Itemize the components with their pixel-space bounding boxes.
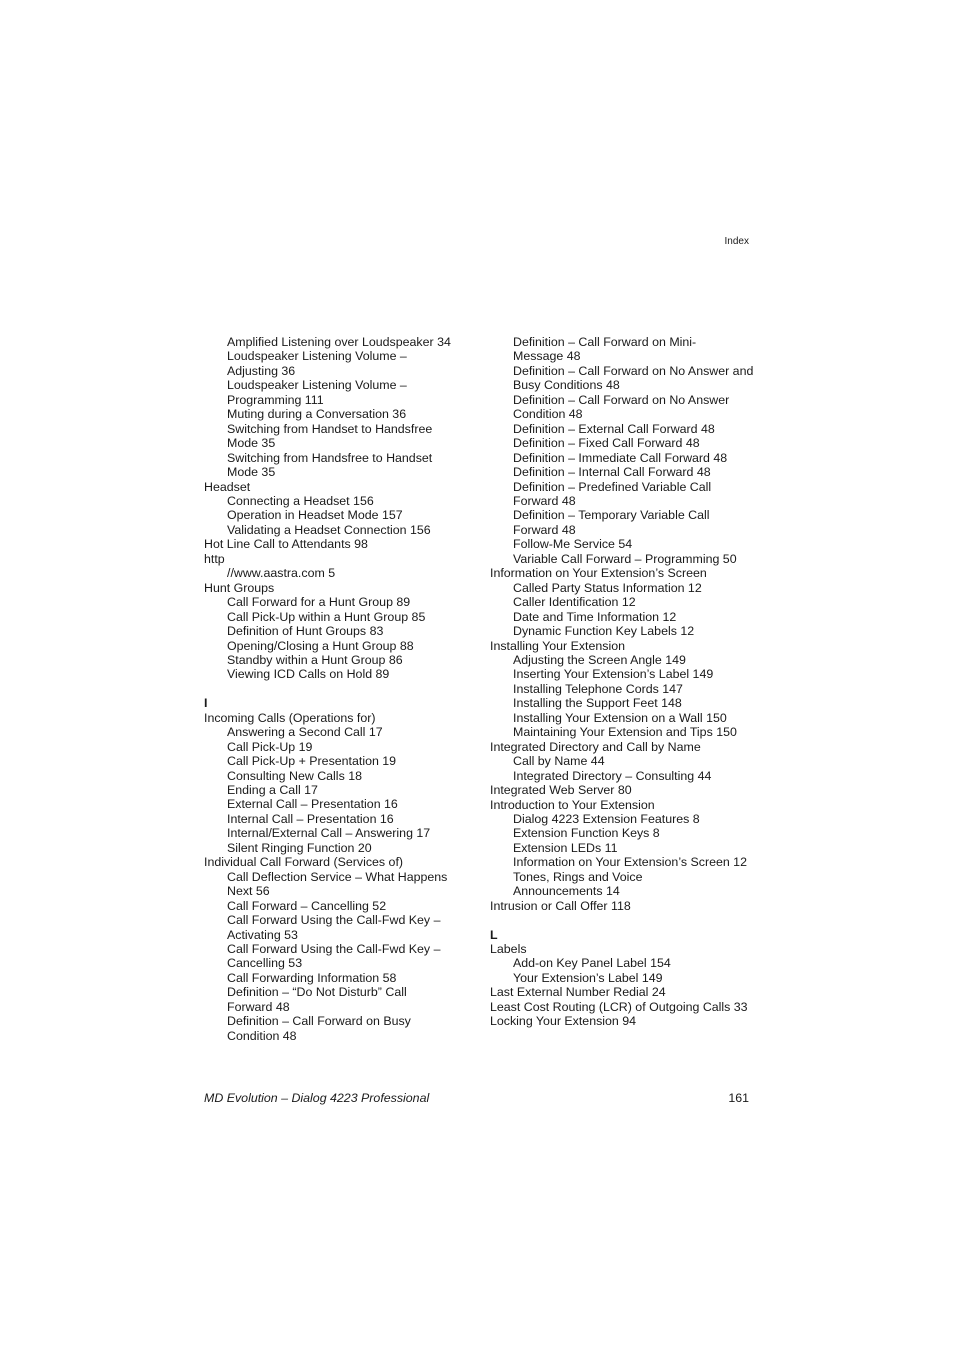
index-subentry: Cancelling 53	[227, 956, 303, 971]
index-subentry: Adjusting the Screen Angle 149	[513, 652, 686, 667]
index-subentry: Programming 111	[227, 392, 324, 407]
index-entry: Individual Call Forward (Services of)	[204, 855, 404, 870]
index-entry: Labels	[490, 942, 527, 957]
index-subentry: Announcements 14	[513, 884, 620, 899]
index-entry: Last External Number Redial 24	[490, 985, 666, 1000]
index-subentry: Muting during a Conversation 36	[227, 407, 407, 422]
index-letter-heading: L	[490, 927, 498, 942]
index-subentry: Integrated Directory – Consulting 44	[513, 768, 712, 783]
index-subentry: Definition – Internal Call Forward 48	[513, 465, 711, 480]
index-subentry: Forward 48	[513, 493, 576, 508]
index-entry: Hunt Groups	[204, 580, 275, 595]
index-subentry: Inserting Your Extension’s Label 149	[513, 667, 714, 682]
index-column-left	[204, 335, 474, 1043]
index-subentry: Add-on Key Panel Label 154	[513, 956, 671, 971]
index-subentry: Definition – Fixed Call Forward 48	[513, 436, 700, 451]
index-subentry: Variable Call Forward – Programming 50	[513, 551, 737, 566]
index-subentry: Operation in Headset Mode 157	[227, 508, 403, 523]
index-subentry: Definition – External Call Forward 48	[513, 421, 715, 436]
index-subentry: Dynamic Function Key Labels 12	[513, 624, 695, 639]
index-subentry: Loudspeaker Listening Volume –	[227, 378, 407, 393]
index-subentry: Installing the Support Feet 148	[513, 696, 682, 711]
index-subentry: Loudspeaker Listening Volume –	[227, 349, 407, 364]
index-entry: Integrated Web Server 80	[490, 783, 632, 798]
index-subentry: Call Forward for a Hunt Group 89	[227, 595, 411, 610]
index-column-right	[490, 335, 760, 1029]
index-subentry: Information on Your Extension’s Screen 12	[513, 855, 747, 870]
index-entry: Hot Line Call to Attendants 98	[204, 537, 368, 552]
index-subentry: Tones, Rings and Voice	[513, 869, 643, 884]
index-subentry: Switching from Handset to Handsfree	[227, 421, 433, 436]
index-subentry: Call by Name 44	[513, 754, 605, 769]
index-subentry: Date and Time Information 12	[513, 609, 677, 624]
index-subentry: //www.aastra.com 5	[227, 566, 336, 581]
index-subentry: Dialog 4223 Extension Features 8	[513, 811, 700, 826]
index-letter-heading: I	[204, 696, 208, 711]
index-subentry: Condition 48	[227, 1028, 297, 1043]
index-subentry: Viewing ICD Calls on Hold 89	[227, 667, 390, 682]
index-subentry: Definition – Immediate Call Forward 48	[513, 450, 728, 465]
running-head: Index	[724, 236, 749, 247]
index-subentry: Extension Function Keys 8	[513, 826, 660, 841]
index-subentry: Installing Your Extension on a Wall 150	[513, 710, 727, 725]
index-subentry: Condition 48	[513, 407, 583, 422]
index-subentry: Definition – “Do Not Disturb” Call	[227, 985, 407, 1000]
index-entry: Intrusion or Call Offer 118	[490, 898, 631, 913]
index-subentry: Definition – Call Forward on No Answer and	[513, 363, 754, 378]
index-subentry: Forward 48	[227, 999, 290, 1014]
index-subentry: Adjusting 36	[227, 363, 296, 378]
index-subentry: Definition of Hunt Groups 83	[227, 624, 384, 639]
index-subentry: Mode 35	[227, 465, 276, 480]
index-subentry: Call Pick-Up + Presentation 19	[227, 754, 397, 769]
index-entry: http	[204, 551, 225, 566]
index-subentry: Caller Identification 12	[513, 595, 636, 610]
index-entry: Least Cost Routing (LCR) of Outgoing Calls 33	[490, 999, 748, 1014]
index-entry: Introduction to Your Extension	[490, 797, 655, 812]
index-subentry: Ending a Call 17	[227, 783, 318, 798]
index-entry: Incoming Calls (Operations for)	[204, 710, 376, 725]
index-entry: Integrated Directory and Call by Name	[490, 739, 701, 754]
index-subentry: Call Pick-Up 19	[227, 739, 313, 754]
index-subentry: Forward 48	[513, 522, 576, 537]
index-subentry: Extension LEDs 11	[513, 840, 618, 855]
index-subentry: Busy Conditions 48	[513, 378, 620, 393]
index-subentry: Definition – Temporary Variable Call	[513, 508, 710, 523]
index-subentry: Next 56	[227, 884, 270, 899]
index-subentry: Standby within a Hunt Group 86	[227, 652, 403, 667]
index-subentry: Opening/Closing a Hunt Group 88	[227, 638, 414, 653]
index-subentry: Consulting New Calls 18	[227, 768, 362, 783]
index-subentry: Definition – Call Forward on Busy	[227, 1014, 411, 1029]
index-subentry: Activating 53	[227, 927, 298, 942]
index-entry: Headset	[204, 479, 251, 494]
index-subentry: Call Forward Using the Call-Fwd Key –	[227, 942, 441, 957]
index-subentry: Mode 35	[227, 436, 276, 451]
index-subentry: Call Forward – Cancelling 52	[227, 898, 387, 913]
index-entry: Information on Your Extension’s Screen	[490, 566, 707, 581]
index-subentry: Switching from Handsfree to Handset	[227, 450, 433, 465]
index-subentry: Call Deflection Service – What Happens	[227, 869, 448, 884]
index-subentry: Connecting a Headset 156	[227, 493, 374, 508]
index-subentry: Installing Telephone Cords 147	[513, 681, 683, 696]
index-subentry: Follow-Me Service 54	[513, 537, 633, 552]
index-subentry: Definition – Call Forward on No Answer	[513, 392, 730, 407]
index-subentry: Definition – Call Forward on Mini-	[513, 335, 697, 349]
index-subentry: Validating a Headset Connection 156	[227, 522, 431, 537]
index-spacer	[204, 682, 474, 696]
index-subentry: Your Extension’s Label 149	[513, 970, 663, 985]
index-subentry: Definition – Predefined Variable Call	[513, 479, 712, 494]
index-subentry: External Call – Presentation 16	[227, 797, 398, 812]
footer-document-title: MD Evolution – Dialog 4223 Professional	[204, 1091, 430, 1105]
index-entry: Installing Your Extension	[490, 638, 626, 653]
index-subentry: Answering a Second Call 17	[227, 725, 383, 740]
index-entry: Locking Your Extension 94	[490, 1014, 637, 1029]
index-subentry: Called Party Status Information 12	[513, 580, 702, 595]
index-spacer	[490, 913, 760, 927]
index-subentry: Silent Ringing Function 20	[227, 840, 372, 855]
index-subentry: Call Forward Using the Call-Fwd Key –	[227, 913, 441, 928]
footer-page-number: 161	[728, 1091, 749, 1105]
index-subentry: Call Pick-Up within a Hunt Group 85	[227, 609, 426, 624]
index-subentry: Internal Call – Presentation 16	[227, 811, 394, 826]
index-subentry: Maintaining Your Extension and Tips 150	[513, 725, 737, 740]
index-subentry: Internal/External Call – Answering 17	[227, 826, 431, 841]
index-subentry: Call Forwarding Information 58	[227, 970, 397, 985]
index-subentry: Amplified Listening over Loudspeaker 34	[227, 335, 451, 349]
index-subentry: Message 48	[513, 349, 581, 364]
